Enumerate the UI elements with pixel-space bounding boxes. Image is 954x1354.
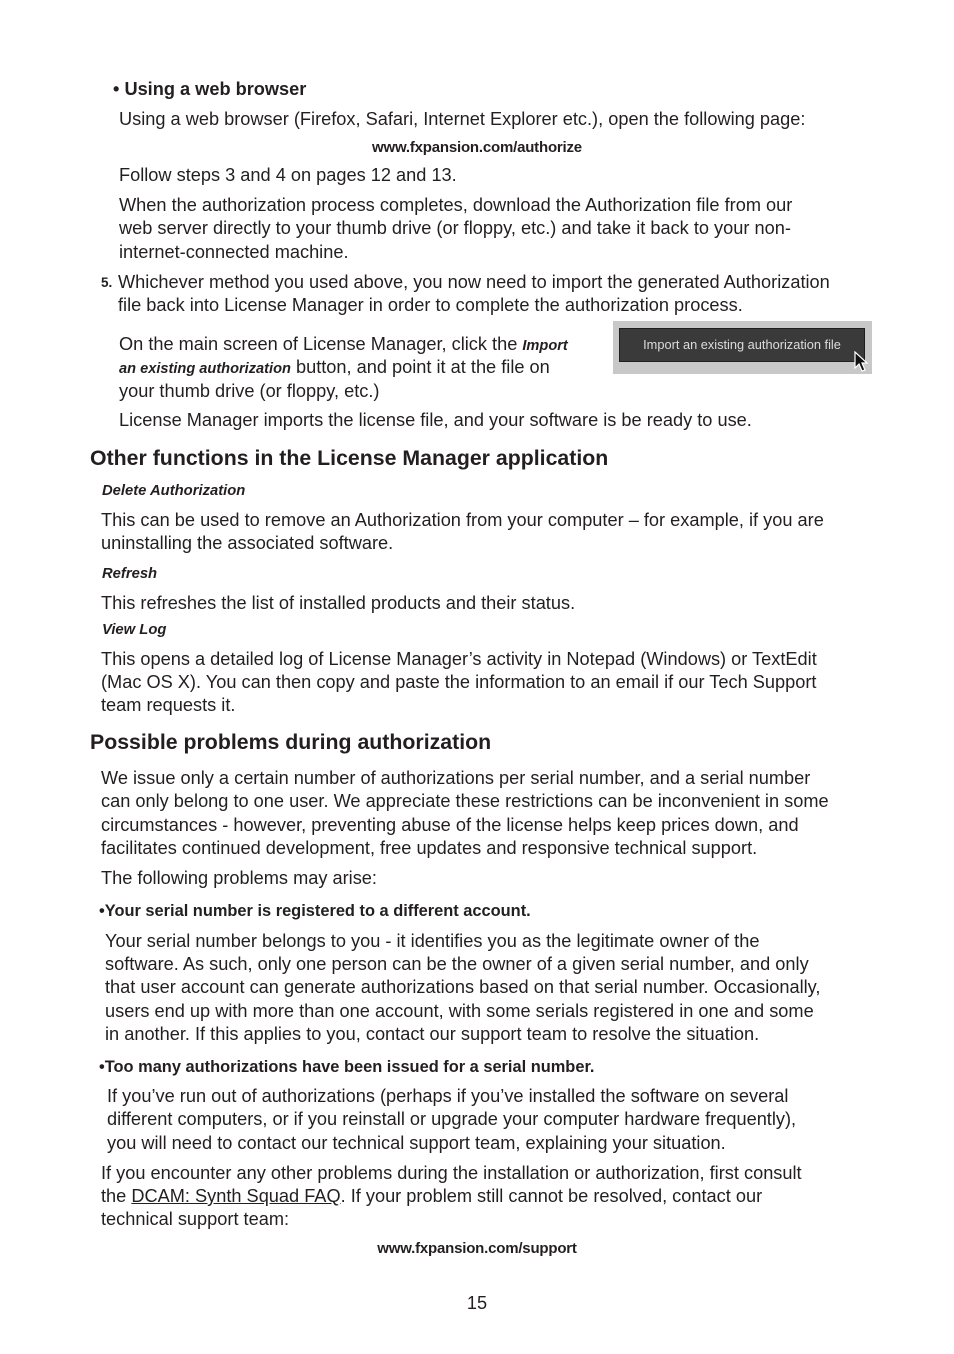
mouse-cursor-icon xyxy=(854,351,870,373)
other-problems-line-1: If you encounter any other problems during the installation or authorization, first consult xyxy=(101,1163,802,1183)
problem-2-title-text: Too many authorizations have been issued for a serial number. xyxy=(104,1058,595,1076)
viewlog-line-1: This opens a detailed log of License Manager’s activity in Notepad (Windows) or TextEdit xyxy=(101,649,817,669)
import-instruction-line-1 xyxy=(119,333,568,358)
import-pre-text: On the main screen of License Manager, click the xyxy=(119,334,523,354)
browser-intro: Using a web browser (Firefox, Safari, Internet Explorer etc.), open the following page: xyxy=(119,109,806,129)
problems-intro-line-2: can only belong to one user. We appreciate these restrictions can be inconvenient in some xyxy=(101,791,829,811)
view-log-title: View Log xyxy=(102,622,167,638)
refresh-text: This refreshes the list of installed products and their status. xyxy=(101,593,576,613)
browser-steps: Follow steps 3 and 4 on pages 12 and 13. xyxy=(119,165,457,185)
problem-1-title-text: Your serial number is registered to a different account. xyxy=(104,902,531,920)
problem-1-line-4: users end up with more than one account, with some serials registered in one and some xyxy=(105,1001,814,1021)
step5-line-1: Whichever method you used above, you now need to import the generated Authorization xyxy=(118,272,830,292)
import-button-ref: Import xyxy=(522,338,568,354)
import-instruction-line-3: your thumb drive (or floppy, etc.) xyxy=(119,381,380,401)
delete-authorization-title: Delete Authorization xyxy=(102,483,246,499)
import-post-text: button, and point it at the file on xyxy=(290,357,550,377)
viewlog-line-2: (Mac OS X). You can then copy and paste the information to an email if our Tech Support xyxy=(101,672,817,692)
browser-completes-line-1: When the authorization process completes, download the Authorization file from our xyxy=(119,195,793,215)
authorize-url[interactable]: www.fxpansion.com/authorize xyxy=(372,139,582,156)
import-button-ref-cont: an existing authorization xyxy=(119,361,291,377)
browser-heading-text: Using a web browser xyxy=(124,79,307,99)
delete-line-2: uninstalling the associated software. xyxy=(101,533,394,553)
browser-heading xyxy=(113,78,306,101)
may-arise-text: The following problems may arise: xyxy=(101,868,377,888)
problem-1-title xyxy=(99,900,531,923)
other-functions-heading: Other functions in the License Manager application xyxy=(90,446,609,470)
import-authorization-button[interactable]: Import an existing authorization file xyxy=(619,328,865,362)
problem-1-line-2: software. As such, only one person can be the owner of a given serial number, and only xyxy=(105,954,809,974)
problems-intro-line-1: We issue only a certain number of authorizations per serial number, and a serial number xyxy=(101,768,811,788)
import-button-screenshot xyxy=(613,321,872,374)
delete-line-1: This can be used to remove an Authorization from your computer – for example, if you are xyxy=(101,510,824,530)
problem-1-line-1: Your serial number belongs to you - it identifies you as the legitimate owner of the xyxy=(105,931,760,951)
browser-completes-line-3: internet-connected machine. xyxy=(119,242,349,262)
problem-2-title xyxy=(99,1056,594,1079)
browser-completes-line-2: web server directly to your thumb drive (or floppy, etc.) and take it back to your non- xyxy=(119,218,791,238)
viewlog-line-3: team requests it. xyxy=(101,695,236,715)
imports-text: License Manager imports the license file, and your software is be ready to use. xyxy=(119,410,752,430)
bullet: • xyxy=(113,79,120,99)
step5-line-2: file back into License Manager in order to complete the authorization process. xyxy=(118,295,743,315)
faq-link[interactable]: DCAM: Synth Squad FAQ xyxy=(131,1186,341,1206)
other-problems-post: . If your problem still cannot be resolved, contact our xyxy=(340,1186,763,1206)
problem-1-line-5: in another. If this applies to you, contact our support team to resolve the situation. xyxy=(105,1024,760,1044)
other-problems-line-2 xyxy=(101,1185,762,1208)
bullet: • xyxy=(99,902,105,920)
bullet: • xyxy=(99,1058,105,1076)
problem-1-line-3: that user account can generate authorizations based on that serial number. Occasionally, xyxy=(105,977,821,997)
problems-intro-line-4: facilitates continued development, free updates and responsive technical support. xyxy=(101,838,758,858)
problems-intro-line-3: circumstances - however, preventing abuse of the license helps keep prices down, and xyxy=(101,815,799,835)
other-problems-line-3: technical support team: xyxy=(101,1209,290,1229)
refresh-title: Refresh xyxy=(102,566,158,582)
problem-2-line-3: you will need to contact our technical support team, explaining your situation. xyxy=(107,1133,726,1153)
page-number: 15 xyxy=(466,1293,488,1313)
support-url[interactable]: www.fxpansion.com/support xyxy=(377,1240,577,1257)
other-problems-pre: the xyxy=(101,1186,132,1206)
step-number: 5. xyxy=(101,275,113,290)
problem-2-line-2: different computers, or if you reinstall or upgrade your computer hardware frequently), xyxy=(107,1109,797,1129)
problem-2-line-1: If you’ve run out of authorizations (perhaps if you’ve installed the software on several xyxy=(107,1086,789,1106)
problems-heading: Possible problems during authorization xyxy=(90,730,492,754)
import-instruction-line-2 xyxy=(119,356,550,381)
